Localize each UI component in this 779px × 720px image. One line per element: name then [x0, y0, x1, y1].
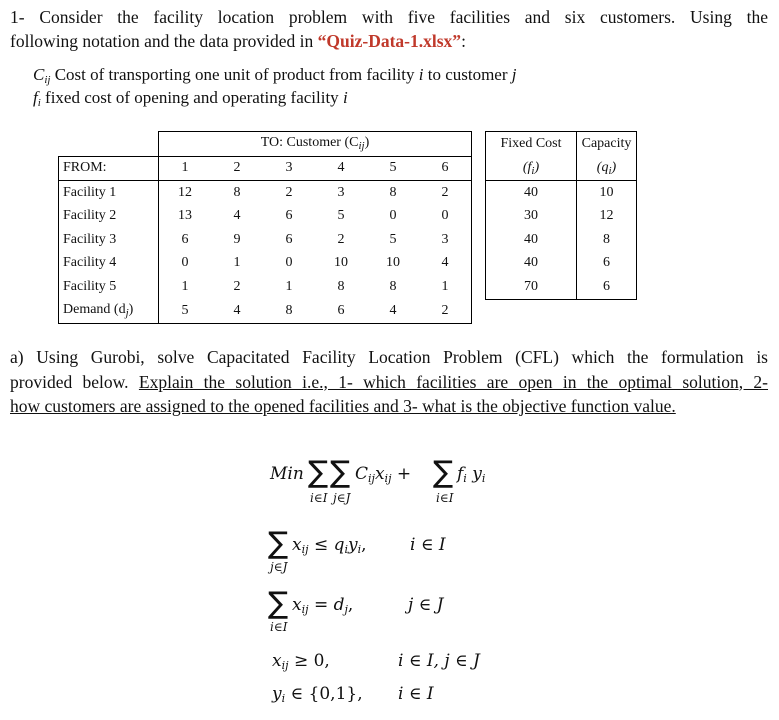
fixed-cost-symbol: $(f_i)$: [486, 156, 577, 181]
customer-index: 2: [211, 156, 263, 181]
customer-index: 3: [263, 156, 315, 181]
table-row: [59, 228, 637, 252]
cost-cell: 0: [389, 208, 397, 224]
intro-line-2: following notation and the data provided in “Quiz-Data-1.xlsx”:: [10, 31, 466, 51]
customer-index: 6: [419, 156, 472, 181]
demand-cell: 4: [211, 299, 263, 323]
cost-cell: 2: [285, 184, 293, 200]
constraint-capacity: ∑ j∈J $x_{ij} \le q_iy_i$, i ∈ I: [268, 526, 446, 574]
demand-cell: 4: [367, 299, 419, 323]
question-a: [10, 345, 768, 419]
cost-cell: 4: [233, 208, 241, 224]
capacity-cell: 6: [577, 275, 637, 299]
customer-index: 4: [315, 156, 367, 181]
constraint-binary: $y_i$ ∈ {0,1}, i ∈ I: [272, 684, 434, 705]
question-line-1: a) Using Gurobi, solve Capacitated Facility Location Problem (CFL) which the formulation is: [10, 347, 768, 367]
fixed-cost-cell: 40: [486, 252, 577, 276]
customer-index: 5: [367, 156, 419, 181]
fixed-cost-cell: 30: [486, 205, 577, 229]
cost-cell: 2: [337, 231, 345, 247]
customer-header: TO: Customer $(C_{ij})$: [159, 132, 472, 157]
cost-cell: 8: [389, 279, 397, 294]
facility-label: Facility 4: [59, 252, 159, 276]
fixed-cost-cell: 40: [486, 228, 577, 252]
cost-cell: 6: [181, 231, 189, 247]
table-symbol-row: [59, 156, 637, 181]
cost-cell: 6: [285, 208, 293, 224]
demand-cell: 8: [263, 299, 315, 323]
cost-cell: 1: [285, 279, 293, 294]
data-table: [58, 131, 637, 324]
cost-cell: 5: [389, 231, 397, 247]
cost-cell: 9: [233, 231, 241, 247]
cost-cell: 0: [181, 255, 189, 271]
cost-cell: 8: [389, 184, 397, 200]
capacity-cell: 6: [577, 252, 637, 276]
cost-cell: 10: [386, 255, 400, 271]
cost-cell: 1: [233, 255, 241, 271]
cost-cell: 3: [337, 184, 345, 200]
cost-cell: 0: [419, 205, 472, 229]
cost-cell: 2: [233, 279, 241, 294]
cost-cell: 13: [178, 208, 192, 224]
cost-cell: 8: [337, 279, 345, 294]
from-label: FROM:: [59, 156, 159, 181]
demand-cell: 5: [159, 299, 212, 323]
capacity-symbol: $(q_i)$: [577, 156, 637, 181]
facility-label: Facility 3: [59, 228, 159, 252]
cost-cell: 1: [419, 275, 472, 299]
objective-function: Min ∑ ∑ i∈I j∈J $C_{ij}x_{ij}$ + ∑ i∈I $f_i$ $y_i$: [270, 455, 486, 505]
fixed-cost-header: Fixed Cost: [486, 132, 577, 157]
demand-label: Demand $(d_j)$: [59, 299, 159, 323]
problem-intro: [10, 5, 768, 53]
cost-cell: 2: [419, 181, 472, 205]
cost-cell: 6: [285, 231, 293, 247]
demand-cell: 2: [419, 299, 472, 323]
cost-cell: 1: [181, 279, 189, 294]
facility-label: Facility 5: [59, 275, 159, 299]
cost-cell: 3: [419, 228, 472, 252]
capacity-cell: 8: [577, 228, 637, 252]
cost-cell: 10: [334, 255, 348, 271]
intro-line-1: 1- Consider the facility location problem with five facilities and six customers. Using the: [10, 7, 768, 27]
customer-index: 1: [159, 156, 212, 181]
demand-row: [59, 299, 637, 323]
cost-cell: 12: [178, 184, 192, 200]
table-row: [59, 181, 637, 205]
question-line-2: provided below. Explain the solution i.e., 1- which facilities are open in the optimal solution, 2-: [10, 371, 769, 392]
capacity-cell: 10: [577, 181, 637, 205]
constraint-nonnegativity: $x_{ij} \ge 0$, i ∈ I, j ∈ J: [272, 651, 480, 672]
facility-label: Facility 1: [59, 181, 159, 205]
data-filename: “Quiz-Data-1.xlsx”: [317, 31, 462, 51]
capacity-cell: 12: [577, 205, 637, 229]
table-row: [59, 275, 637, 299]
fixed-cost-cell: 40: [486, 181, 577, 205]
cost-cell: 0: [285, 255, 293, 271]
notation-cost: $C_{ij}$ Cost of transporting one unit of product from facility i to customer j: [33, 65, 517, 86]
table-row: [59, 205, 637, 229]
table-header-row: [59, 132, 637, 157]
cost-cell: 5: [337, 208, 345, 224]
capacity-header: Capacity: [577, 132, 637, 157]
demand-cell: 6: [315, 299, 367, 323]
cost-cell: 4: [419, 252, 472, 276]
fixed-cost-cell: 70: [486, 275, 577, 299]
question-line-3: how customers are assigned to the opened facilities and 3- what is the objective function value.: [10, 396, 676, 416]
table-row: [59, 252, 637, 276]
facility-label: Facility 2: [59, 205, 159, 229]
cost-cell: 8: [233, 184, 241, 200]
notation-fixed-cost: $f_i$ fixed cost of opening and operating facility i: [33, 88, 348, 109]
constraint-demand: ∑ i∈I $x_{ij} = d_j$, j ∈ J: [268, 586, 444, 634]
